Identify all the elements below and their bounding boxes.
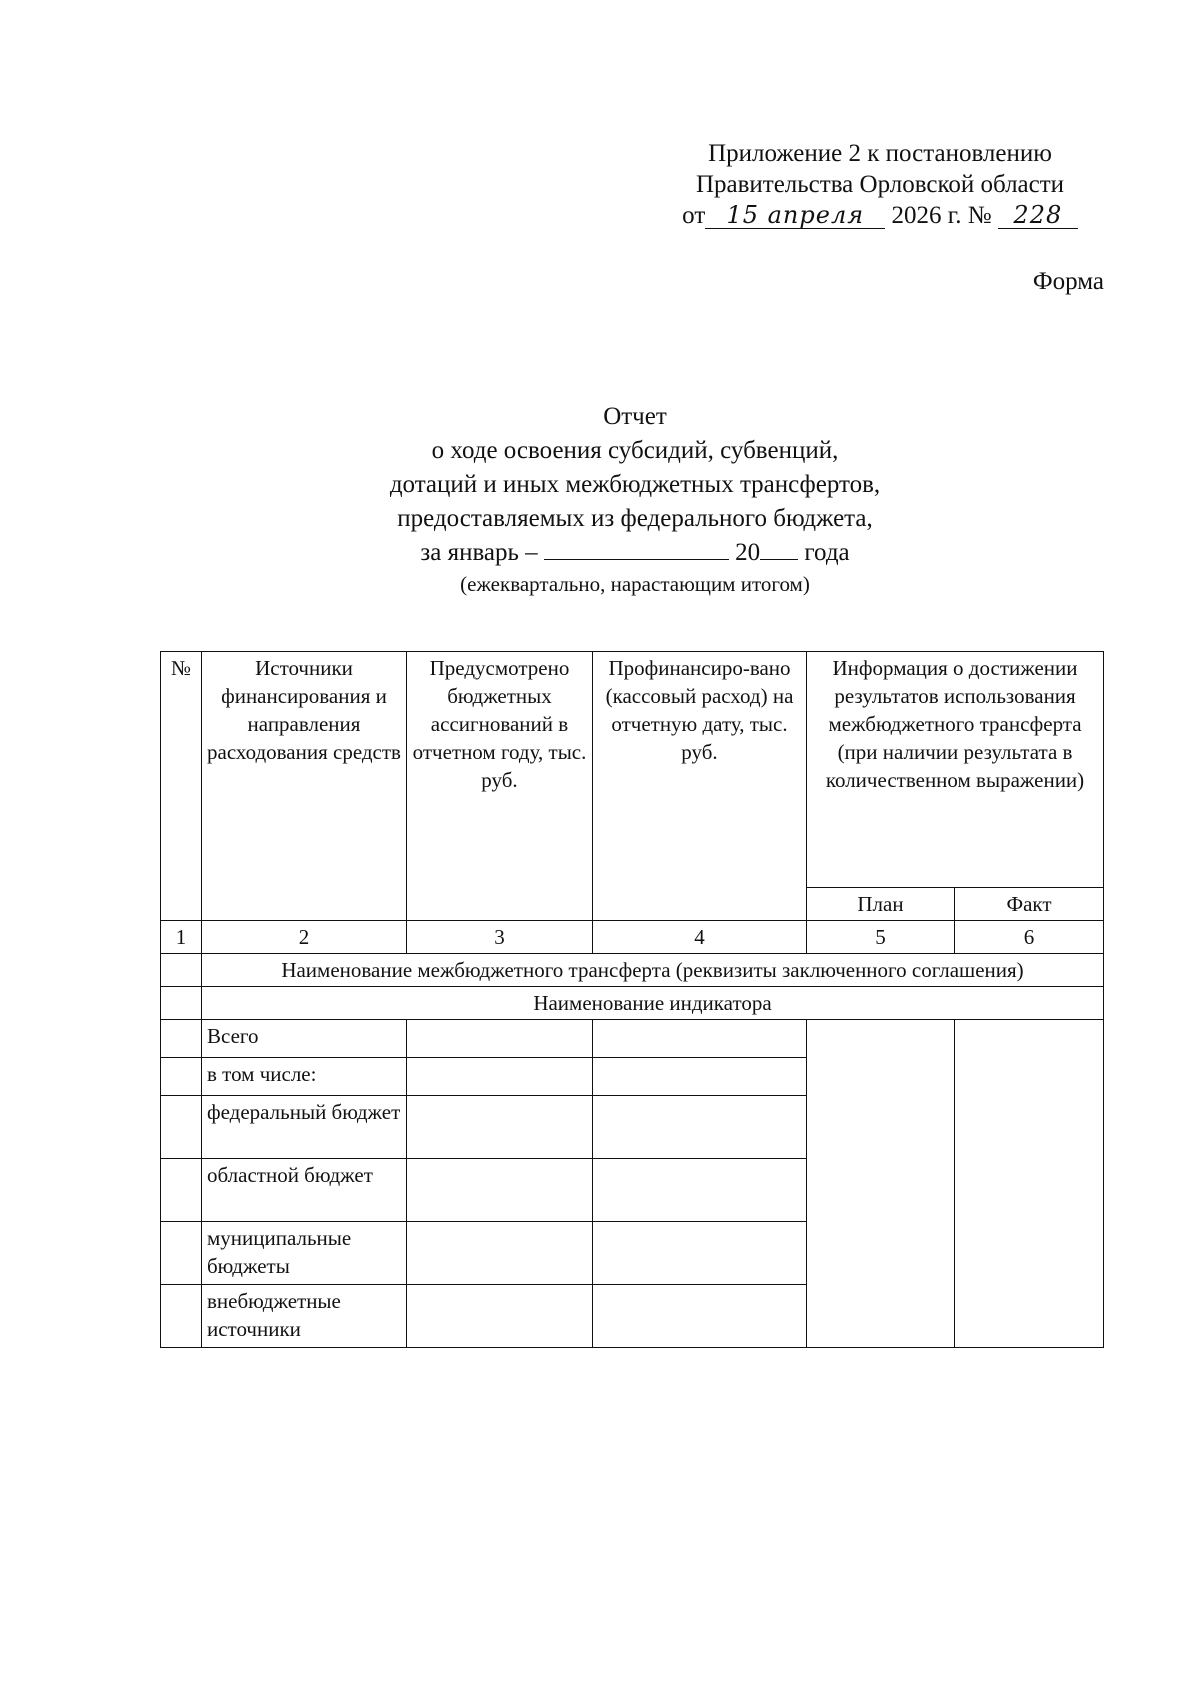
column-numbers-row (161, 921, 1104, 954)
financed-cell[interactable] (593, 1159, 807, 1222)
title-subtitle: (ежеквартально, нарастающим итогом) (460, 572, 810, 596)
column-number: 1 (161, 921, 202, 954)
empty-cell (161, 1222, 202, 1285)
header-plan: План (807, 888, 955, 921)
planned-cell[interactable] (407, 1285, 593, 1348)
header-planned: Предусмотрено бюджетных ассигнований в отчетном году, тыс. руб. (407, 652, 593, 921)
financed-cell[interactable] (593, 1222, 807, 1285)
header-sources: Источники финансирования и направления расходования средств (202, 652, 407, 921)
header-row (161, 652, 1104, 888)
empty-cell (161, 1285, 202, 1348)
form-label: Форма (1032, 268, 1104, 295)
header-results-info: Информация о достижении результатов использования межбюджетного трансферта (при наличии результата в количественном выражении) (807, 652, 1104, 888)
transfer-name: Наименование межбюджетного трансферта (реквизиты заключенного соглашения) (202, 954, 1104, 987)
appendix-line-1: Приложение 2 к постановлению (708, 140, 1052, 167)
empty-cell (161, 954, 202, 987)
row-label-including: в том числе: (202, 1058, 407, 1096)
fact-cell[interactable] (955, 1020, 1104, 1348)
row-label-extrabudgetary: внебюджетные источники (202, 1285, 407, 1348)
report-title (0, 400, 1200, 598)
handwritten-number: 228 (998, 202, 1078, 229)
column-number: 5 (807, 921, 955, 954)
year-suffix: года (804, 539, 850, 566)
header-fact: Факт (955, 888, 1104, 921)
financed-cell[interactable] (593, 1058, 807, 1096)
title-line-1: Отчет (603, 403, 667, 430)
row-label-regional: областной бюджет (202, 1159, 407, 1222)
appendix-header (660, 138, 1100, 231)
column-number: 4 (593, 921, 807, 954)
table-row (161, 1020, 1104, 1058)
title-line-3: дотаций и иных межбюджетных трансфертов, (389, 471, 881, 498)
indicator-name: Наименование индикатора (202, 987, 1104, 1020)
empty-cell (161, 1058, 202, 1096)
planned-cell[interactable] (407, 1096, 593, 1159)
column-number: 2 (202, 921, 407, 954)
financed-cell[interactable] (593, 1020, 807, 1058)
appendix-prefix: от (682, 202, 706, 229)
year-blank (760, 558, 798, 560)
row-label-total: Всего (202, 1020, 407, 1058)
planned-cell[interactable] (407, 1159, 593, 1222)
planned-cell[interactable] (407, 1058, 593, 1096)
planned-cell[interactable] (407, 1020, 593, 1058)
empty-cell (161, 1020, 202, 1058)
appendix-date-line (660, 200, 1100, 231)
empty-cell (161, 987, 202, 1020)
header-financed: Профинансиро-вано (кассовый расход) на отчетную дату, тыс. руб. (593, 652, 807, 921)
report-table (160, 651, 1104, 1348)
column-number: 3 (407, 921, 593, 954)
header-number: № (161, 652, 202, 921)
handwritten-date: 15 апреля (705, 202, 885, 229)
period-prefix: за январь – (420, 539, 538, 566)
empty-cell (161, 1096, 202, 1159)
planned-cell[interactable] (407, 1222, 593, 1285)
empty-cell (161, 1159, 202, 1222)
appendix-line-2: Правительства Орловской области (695, 171, 1065, 198)
financed-cell[interactable] (593, 1096, 807, 1159)
row-label-federal: федеральный бюджет (202, 1096, 407, 1159)
indicator-name-row (161, 987, 1104, 1020)
title-line-2: о ходе освоения субсидий, субвенций, (431, 437, 839, 464)
financed-cell[interactable] (593, 1285, 807, 1348)
title-line-4: предоставляемых из федерального бюджета, (397, 505, 873, 532)
appendix-year: 2026 г. № (891, 202, 992, 229)
column-number: 6 (955, 921, 1104, 954)
period-blank (544, 558, 729, 560)
plan-cell[interactable] (807, 1020, 955, 1348)
title-line-5 (0, 536, 1200, 570)
row-label-municipal: муниципальные бюджеты (202, 1222, 407, 1285)
year-prefix: 20 (735, 539, 761, 566)
transfer-name-row (161, 954, 1104, 987)
